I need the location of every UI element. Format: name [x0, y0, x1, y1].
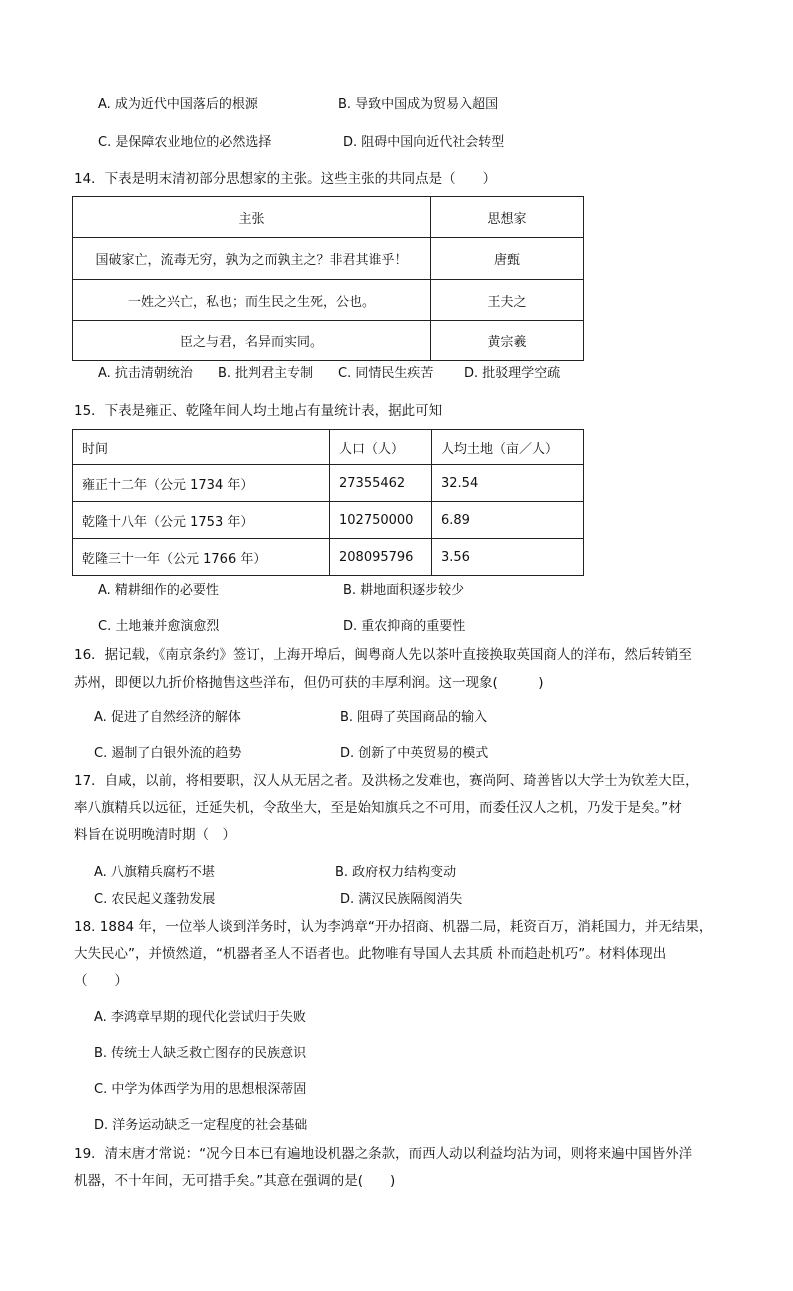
q19-stem-line-2: 机器，不十年间，无可措手矣。”其意在强调的是( ) [74, 1173, 396, 1189]
table-cell: 乾隆三十一年（公元 1766 年） [73, 539, 330, 576]
table-cell: 王夫之 [431, 280, 584, 321]
table-header-cell: 主张 [73, 197, 431, 238]
table-cell: 6.89 [432, 502, 584, 539]
table-row [73, 321, 584, 361]
q17-stem-line-1: 17．自咸，以前，将相要职，汉人从无居之者。及洪杨之发难也，赛尚阿、琦善皆以大学士为钦差大臣， [74, 773, 699, 789]
table-row [73, 539, 584, 576]
q16-option-b: B. 阻碍了英国商品的输入 [340, 710, 488, 725]
q15-option-b: B. 耕地面积逐步较少 [343, 583, 465, 598]
q13-option-a: A. 成为近代中国落后的根源 [98, 97, 258, 112]
q14-option-d: D. 批驳理学空疏 [464, 366, 561, 381]
table-cell: 208095796 [330, 539, 432, 576]
q17-option-b: B. 政府权力结构变动 [335, 865, 457, 880]
table-cell: 黄宗羲 [431, 321, 584, 361]
table-row [73, 502, 584, 539]
table-cell: 102750000 [330, 502, 432, 539]
q18-stem-line-3: （ ） [74, 973, 128, 989]
q14-option-c: C. 同情民生疾苦 [338, 366, 434, 381]
q16-stem-line-2: 苏州，即便以九折价格抛售这些洋布，但仍可获的丰厚利润。这一现象( ) [74, 675, 544, 691]
table-cell: 乾隆十八年（公元 1753 年） [73, 502, 330, 539]
q13-option-d: D. 阻碍中国向近代社会转型 [343, 135, 505, 150]
table-header-cell: 时间 [73, 430, 330, 465]
q16-option-d: D. 创新了中英贸易的模式 [340, 746, 489, 761]
q14-table [72, 196, 584, 361]
table-cell: 3.56 [432, 539, 584, 576]
q13-option-b: B. 导致中国成为贸易入超国 [338, 97, 499, 112]
q18-stem-line-1: 18. 1884 年，一位举人谈到洋务时，认为李鸿章“开办招商、机器二局，耗资百万，消耗国力，并无结果， [74, 919, 713, 935]
q17-option-d: D. 满汉民族隔阂消失 [340, 892, 463, 907]
table-row [73, 280, 584, 321]
table-header-cell: 人口（人） [330, 430, 432, 465]
table-cell: 32.54 [432, 465, 584, 502]
q14-stem: 14．下表是明末清初部分思想家的主张。这些主张的共同点是（ ） [74, 171, 497, 187]
q17-option-a: A. 八旗精兵腐朽不堪 [94, 865, 215, 880]
q17-option-c: C. 农民起义蓬勃发展 [94, 892, 216, 907]
q15-stem: 15．下表是雍正、乾隆年间人均土地占有量统计表，据此可知 [74, 403, 443, 419]
table-cell: 唐甄 [431, 238, 584, 280]
q14-option-a: A. 抗击清朝统治 [98, 366, 193, 381]
table-row [73, 465, 584, 502]
q18-option-b: B. 传统士人缺乏救亡图存的民族意识 [94, 1046, 307, 1061]
table-header-cell: 思想家 [431, 197, 584, 238]
table-cell: 雍正十二年（公元 1734 年） [73, 465, 330, 502]
table-header-row [73, 430, 584, 465]
q18-option-a: A. 李鸿章早期的现代化尝试归于失败 [94, 1010, 306, 1025]
q16-option-c: C. 遏制了白银外流的趋势 [94, 746, 242, 761]
q15-option-a: A. 精耕细作的必要性 [98, 583, 219, 598]
table-header-row [73, 197, 584, 238]
q14-option-b: B. 批判君主专制 [218, 366, 314, 381]
table-cell: 一姓之兴亡，私也；而生民之生死，公也。 [73, 280, 431, 321]
table-row [73, 238, 584, 280]
table-cell: 臣之与君，名异而实同。 [73, 321, 431, 361]
q16-stem-line-1: 16．据记载，《南京条约》签订，上海开埠后，闽粤商人先以茶叶直接换取英国商人的洋布，然后转销至 [74, 647, 692, 663]
q15-option-d: D. 重农抑商的重要性 [343, 619, 466, 634]
q17-stem-line-2: 率八旗精兵以远征，迁延失机，令敌坐大，至是始知旗兵之不可用，而委任汉人之机，乃发于是矣。”材 [74, 800, 682, 816]
q13-option-c: C. 是保障农业地位的必然选择 [98, 135, 272, 150]
table-cell: 27355462 [330, 465, 432, 502]
q15-table [72, 429, 584, 576]
table-cell: 国破家亡，流毒无穷，孰为之而孰主之？非君其谁乎！ [73, 238, 431, 280]
q15-option-c: C. 土地兼并愈演愈烈 [98, 619, 220, 634]
q17-stem-line-3: 料旨在说明晚清时期（ ） [74, 827, 236, 843]
q18-option-c: C. 中学为体西学为用的思想根深蒂固 [94, 1082, 307, 1097]
q18-stem-line-2: 大失民心”，并愤然道，“机器者圣人不语者也。此物唯有导国人去其质 朴而趋赴机巧”。材料体现出 [74, 946, 667, 962]
table-header-cell: 人均土地（亩／人） [432, 430, 584, 465]
q19-stem-line-1: 19．清末唐才常说：“况今日本已有遍地设机器之条款，而西人动以利益均沾为词，则将来遍中国皆外洋 [74, 1146, 693, 1162]
q16-option-a: A. 促进了自然经济的解体 [94, 710, 241, 725]
q18-option-d: D. 洋务运动缺乏一定程度的社会基础 [94, 1118, 308, 1133]
